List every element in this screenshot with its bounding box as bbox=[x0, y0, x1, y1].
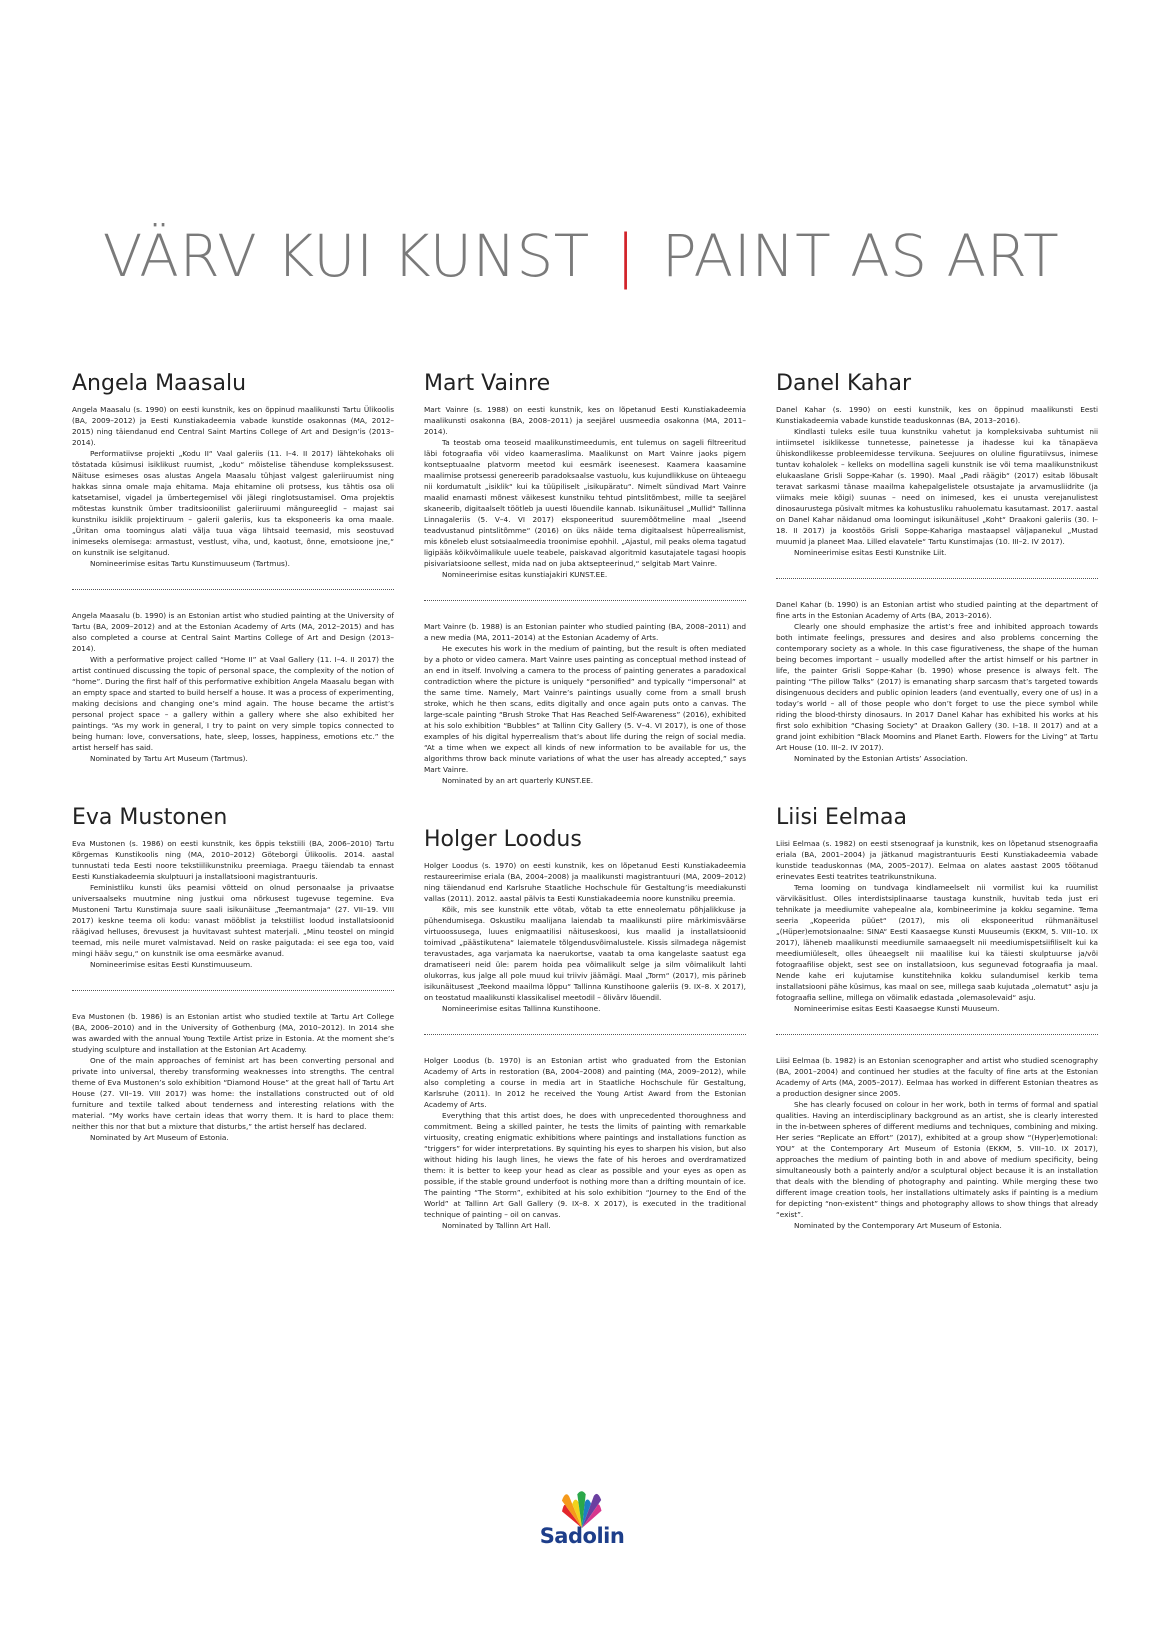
dotted-divider bbox=[72, 990, 394, 991]
bio-paragraph: Holger Loodus (b. 1970) is an Estonian artist who graduated from the Estonian Academy of Arts in restoration (BA, 2004–2008) and painting (MA, 2009–2012), while also completing a course in media art in Staatliche Hochschule für Gestaltung, Karlsruhe (2011). In 2012 he received the Young Artist Award from the Estonian Academy of Arts. bbox=[424, 1056, 746, 1110]
bio-paragraph: With a performative project called “Home II” at Vaal Gallery (11. I–4. II 2017) the artist continued discussing the topic of personal space, the complexity of the notion of “home”. During the first half of this performative exhibition Angela Maasalu began with an empty space and started to build herself a house. It was a process of experimenting, making decisions and changing one’s mind again. The house became the artist’s personal project space – a gallery within a gallery where she also exhibited her paintings. “As my work in general, I try to paint on very simple topics connected to being human: love, conversations, hate, sleep, losses, happiness, emotions etc.” the artist herself has said. bbox=[72, 655, 394, 753]
title-english: PAINT AS ART bbox=[661, 222, 1060, 290]
logo-wordmark: Sadolin bbox=[539, 1524, 625, 1548]
bio-paragraph: Ta teostab oma teoseid maalikunstimeedumis, ent tulemus on sageli filtreeritud läbi fotograafia või video kaameraslima. Maalikunst on Mart Vainre jaoks pigem kontseptuaalne platvorm meetod kui eesmärk iseenesest. Kaamera kaasamine maalimise protsessi genereerib paradoksaalse vastuolu, kus kujundlikkuse on ühteaegu nii kordumatult „isiklik“ kui ka tüüpiliselt „isikupäratu“. Nimelt sündivad Mart Vainre maalid enamasti mõnest väikesest kunstniku tehtud pintslitõmbest, mille ta seejärel skaneerib, digitaalselt töötleb ja uuesti lõuendile kannab. Isikunäitusel „Mullid“ Tallinna Linnagaleriis (5. V–4. VI 2017) eksponeeritud suuremõõtmeline maal „Iseend teadvustanud pintslitõmme“ (2016) on üks näide tema digitaalsest hüperrealismist, mis kõneleb elust sotsiaalmeedia troonimise epohhil. „Ajastul, mil peaks olema tagatud ligipääs kõikvõimalikule uuele teabele, paiskavad algoritmid kasutajatele tagasi hoopis pisivariatsioone sellest, mida nad on juba aktsepteerinud,“ selgitab Mart Vainre. bbox=[424, 438, 746, 569]
nomination-note: Nominated by an art quarterly KUNST.EE. bbox=[442, 776, 594, 786]
bio-english bbox=[776, 599, 1098, 764]
artist-holger-loodus bbox=[424, 828, 746, 1231]
bio-paragraph: Mart Vainre (s. 1988) on eesti kunstnik, kes on lõpetanud Eesti Kunstiakadeemia maalikunsti osakonna (BA, 2008–2011) ja seejärel uusmeedia osakonna (MA, 2011–2014). bbox=[424, 405, 746, 437]
artist-name: Angela Maasalu bbox=[72, 371, 247, 396]
bio-english bbox=[72, 1011, 394, 1143]
bio-paragraph: Feministliku kunsti üks peamisi võtteid on olnud personaalse ja privaatse universaalseks muutmine ning justkui oma nõrkusest tugevuse tegemine. Eva Mustoneni Tartu Kunstimaja suure saali isikunäituse „Teemantmaja“ (27. VII–19. VIII 2017) keskne teema oli kodu: vanast mööblist ja tekstiilist loodud installatsioonid räägivad helluses, õrevusest ja huvitavast suhtest materjali. „Minu teostel on mingid teemad, mis neile muret valmistavad. Neid on raske paigutada: ei see ega too, vaid mingi hääv segu,“ on kunstnik ise oma eesmärke avanud. bbox=[72, 883, 394, 959]
nomination-note: Nominated by the Estonian Artists’ Association. bbox=[794, 754, 968, 764]
nomination-note: Nomineerimise esitas Tallinna Kunstihoone. bbox=[442, 1004, 601, 1014]
bio-paragraph: One of the main approaches of feminist art has been converting personal and private into universal, thereby transforming weaknesses into strengths. The central theme of Eva Mustonen’s solo exhibition “Diamond House” at the great hall of Tartu Art House (27. VII–19. VIII 2017) was home: the installations constructed out of old furniture and textile talked about tenderness and interesting relations with the material. “My works have certain ideas that worry them. It is hard to place them: neither this nor that but a mixture that disturbs,” the artist herself has declared. bbox=[72, 1056, 394, 1132]
bio-paragraph: Holger Loodus (s. 1970) on eesti kunstnik, kes on lõpetanud Eesti Kunstiakadeemia restaureerimise eriala (BA, 2004–2008) ja maalikunsti magistrantuuri (MA, 2009–2012) ning täiendanud end Karlsruhe Staatliche Hochschule für Gestaltung’is meediakunsti vallas (2011). 2012. aastal pälvis ta Eesti Kunstiakadeemia noore kunstniku preemia. bbox=[424, 861, 746, 904]
dotted-divider bbox=[424, 1034, 746, 1035]
nomination-note: Nomineerimise esitas Tartu Kunstimuuseum (Tartmus). bbox=[90, 559, 290, 569]
artist-liisi-eelmaa bbox=[776, 806, 1098, 1231]
bio-paragraph: Eva Mustonen (b. 1986) is an Estonian artist who studied textile at Tartu Art College (BA, 2006–2010) and in the University of Gothenburg (MA, 2010–2012). In 2014 she was awarded with the annual Young Textile Artist prize in Estonia. At the moment she’s studying sculpture and installation at the Estonian Art Academy. bbox=[72, 1012, 394, 1055]
bio-estonian bbox=[424, 860, 746, 1014]
bio-estonian bbox=[776, 404, 1098, 558]
nomination-note: Nominated by the Contemporary Art Museum of Estonia. bbox=[794, 1221, 1002, 1231]
bio-english bbox=[424, 1055, 746, 1231]
sadolin-logo bbox=[532, 1488, 632, 1554]
bio-paragraph: Eva Mustonen (s. 1986) on eesti kunstnik, kes õppis tekstiili (BA, 2006–2010) Tartu Kõrgemas Kunstikoolis ning (MA, 2010–2012) Göteborgi Ülikoolis. 2014. aastal tunnustati teda Eesti noore tekstiilikunstniku preemiaga. Praegu täiendab ta ennast Eesti Kunstiakadeemia skulptuuri ja installatsiooni magistrantuuris. bbox=[72, 839, 394, 882]
bio-paragraph: He executes his work in the medium of painting, but the result is often mediated by a photo or video camera. Mart Vainre uses painting as conceptual method instead of an end in itself. Involving a camera to the process of painting generates a paradoxical contradiction where the picture is uniquely “personified” and typically “impersonal” at the same time. Namely, Mart Vainre’s paintings usually come from a small brush stroke, which he then scans, edits digitally and once again puts onto a canvas. The large-scale painting “Brush Stroke That Has Reached Self-Awareness” (2016), exhibited at his solo exhibition “Bubbles” at Tallinn City Gallery (5. V–4. VI 2017), is one of those examples of his digital hyperrealism that’s about life during the reign of social media. “At a time when we expect all kinds of new information to be available for us, the algorithms throw back minute variations of what the user has already accepted,” says Mart Vainre. bbox=[424, 644, 746, 775]
dotted-divider bbox=[424, 600, 746, 601]
bio-paragraph: Clearly one should emphasize the artist’s free and inhibited approach towards both intimate feelings, pressures and desires and also problems concerning the contemporary society as a whole. In this case figurativeness, the shape of the human being becomes important – usually modelled after the artist himself or his partner in life, the painter Grisli Soppe-Kahar (b. 1990) whose presence is always felt. The painting “The pillow Talks” (2017) is emanating sharp sarcasm that’s targeted towards disingenuous deciders and public opinion leaders (and eventually, every one of us) in a today’s world – all of those people who don’t forget to use the piece symbol while riding the blood-thirsty dinosaurs. In 2017 Danel Kahar has exhibited his works at his first solo exhibition “Chasing Society” at Draakon Gallery (30. I–18. II 2017) and at a grand joint exhibition “Black Moomins and Planet Earth. Flowers for the Living” at Tartu Art House (10. III–2. IV 2017). bbox=[776, 622, 1098, 753]
title-estonian: VÄRV KUI KUNST bbox=[102, 222, 590, 290]
bio-english bbox=[72, 610, 394, 764]
dotted-divider bbox=[776, 578, 1098, 579]
nomination-note: Nomineerimise esitas Eesti Kunstimuuseum. bbox=[90, 960, 253, 970]
column-middle bbox=[424, 372, 746, 1249]
artist-eva-mustonen bbox=[72, 806, 394, 1143]
paint-splash-icon bbox=[532, 1488, 632, 1528]
dotted-divider bbox=[72, 589, 394, 590]
bio-paragraph: Performatiivse projekti „Kodu II“ Vaal galeriis (11. I–4. II 2017) lähtekohaks oli tõstatada küsimusi isiklikust ruumist, „kodu“ mõistelise tähenduse komplekssusest. Näituse esimeses osas alustas Angela Maasalu tühjast valgest galeriiruumist ning hakkas sinna omale maja ehitama. Maja ehitamine oli protsess, kus tähtis osa oli katsetamisel, vigadel ja ümbertegemisel või jälegi ringlotsustamisel. Oma projektis mõtestas kunstnik ümber traditsioonilist galeriiruumi mängureeglid – majast sai kunstniku isiklik projektiruum – galerii galeriis, kus ta eksponeeris ka oma maale. „Üritan oma toomingus alati välja tuua väga lihtsaid teemasid, mis seostuvad inimeseks olemisega: armastust, vestlust, viha, und, kaotust, õnne, emotsioone jne,“ on kunstnik ise selgitanud. bbox=[72, 449, 394, 558]
bio-paragraph: Liisi Eelmaa (s. 1982) on eesti stsenograaf ja kunstnik, kes on lõpetanud stsenograafia eriala (BA, 2001–2004) ja jätkanud magistrantuuris Eesti Kunstiakadeemia vabade kunstide teaduskonnas (MA, 2005–2017). Eelmaa on alates aastast 2005 töötanud erinevates Eesti teatrites teatrikunstnikuna. bbox=[776, 839, 1098, 882]
artist-name: Liisi Eelmaa bbox=[776, 805, 907, 831]
bio-paragraph: Mart Vainre (b. 1988) is an Estonian painter who studied painting (BA, 2008–2011) and a new media (MA, 2011–2014) at the Estonian Academy of Arts. bbox=[424, 622, 746, 643]
artist-name: Eva Mustonen bbox=[72, 805, 228, 831]
bio-paragraph: Tema looming on tundvaga kindlameelselt nii vormilist kui ka ruumilist värvikäsitlust. Olles interdistsiplinaarse taustaga kunstnik, huvitab teda just eri tehnikate ja meediumite vahepealne ala, kombineerimine ja kokku segamine. Tema seeria „Kopeerida püüet“ (2017), mis oli eksponeeritud rühmanäitusel „(Hüper)emotsionaalne: SINA“ Eesti Kaasaegse Kunsti Muuseumis (EKKM, 5. VIII–10. IX 2017), läheneb maalikunsti meediumile samaaegselt nii meediumispetsiifiliselt kui ka meediumiüleselt, olles üheaegselt nii maalilise kui ka täiesti skulptuurse ja/või fotograafilise objekt, sest see on installatsioon, kus segunevad fotograafia ja maal. Nende kahe eri kujutamise kunstitehnika kokku sulandumisel kerkib tema installatsiooni pähe küsimus, kas maal on see, millega saab kujutada „olematut“ asju ja fotograafia selline, millega on võimalik edastada „olemasolevaid“ asju. bbox=[776, 883, 1098, 1003]
column-right bbox=[776, 372, 1098, 1249]
nomination-note: Nomineerimise esitas Eesti Kunstnike Liit. bbox=[794, 548, 947, 558]
artist-name: Danel Kahar bbox=[776, 371, 911, 396]
nomination-note: Nomineerimise esitas kunstiajakiri KUNST.EE. bbox=[442, 570, 608, 580]
bio-paragraph: Everything that this artist does, he does with unprecedented thoroughness and commitment. Being a skilled painter, he tests the limits of painting with remarkable virtuosity, creating enigmatic exhibitions where paintings and installations function as “triggers” for wider interpretations. By squinting his eyes to sharpen his vision, but also without hiding his laugh lines, he views the fate of his heroes and overdramatized them: it is better to keep your head as clear as possible and your eyes as open as possible, if the stable ground underfoot is nothing more than a drifting mountain of ice. The painting “The Storm”, exhibited at his solo exhibition “Journey to the End of the World” at Tallinn Art Gall Gallery (9. IX–8. X 2017), is executed in the traditional technique of painting – oil on canvas. bbox=[424, 1111, 746, 1220]
bio-english bbox=[424, 621, 746, 786]
bio-paragraph: She has clearly focused on colour in her work, both in terms of formal and spatial qualities. Having an interdisciplinary background as an artist, she is clearly interested in the in-between spheres of different mediums and techniques, combining and mixing. Her series “Replicate an Effort” (2017), exhibited at a group show “(Hyper)emotional: YOU” at the Contemporary Art Museum of Estonia (EKKM, 5. VIII–10. IX 2017), approaches the medium of painting both in and above of medium specificity, being simultaneously both a painterly and/or a sculptural object because it is an installation that deals with the blending of photography and painting. While merging these two different image creation tools, her installations ultimately asks if painting is a medium for depicting “non-existent” things and photography allows to show things that already “exist”. bbox=[776, 1100, 1098, 1220]
bio-paragraph: Angela Maasalu (b. 1990) is an Estonian artist who studied painting at the University of Tartu (BA, 2009–2012) and at the Estonian Academy of Arts (MA, 2012–2015) and has also completed a course at Central Saint Martins College of Art and Design (2013–2014). bbox=[72, 611, 394, 654]
artist-name: Holger Loodus bbox=[424, 827, 582, 853]
bio-paragraph: Angela Maasalu (s. 1990) on eesti kunstnik, kes on õppinud maalikunsti Tartu Ülikoolis (BA, 2009–2012) ja Eesti Kunstiakadeemia vabade kunstide osakonnas (MA, 2012–2015) ning täiendanud end Central Saint Martins College of Art and Design’is (2013–2014). bbox=[72, 405, 394, 448]
bio-paragraph: Liisi Eelmaa (b. 1982) is an Estonian scenographer and artist who studied scenography (BA, 2001–2004) and continued her studies at the faculty of fine arts at the Estonian Academy of Arts (MA, 2005–2017). Eelmaa has worked in different Estonian theatres as a production designer since 2005. bbox=[776, 1056, 1098, 1099]
bio-paragraph: Danel Kahar (b. 1990) is an Estonian artist who studied painting at the department of fine arts in the Estonian Academy of Arts (BA, 2013–2016). bbox=[776, 600, 1098, 621]
nomination-note: Nominated by Tallinn Art Hall. bbox=[442, 1221, 551, 1231]
bio-estonian bbox=[424, 404, 746, 580]
nomination-note: Nomineerimise esitas Eesti Kaasaegse Kunsti Muuseum. bbox=[794, 1004, 1000, 1014]
artist-mart-vainre bbox=[424, 372, 746, 786]
artist-danel-kahar bbox=[776, 372, 1098, 764]
artist-angela-maasalu bbox=[72, 372, 394, 764]
bio-paragraph: Kõik, mis see kunstnik ette võtab, võtab ta ette enneolematu põhjalikkuse ja pühendumisega. Oskustiku maalijana laiendab ta maalikunsti piire märkimisväärse virtuoossusega, luues enigmaatilisi näituseskoosi, kus maalid ja installatsioonid toimivad „päästikutena“ laiematele tõlgendusvõimalustele. Kissis silmadega nägemist teravustades, aga varjamata ka naerukortse, vaatab ta oma kangelaste saatust ega dramatiseeri neid üle: parem hoida pea võimalikult selge ja silm võimalikult lahti olukorras, kus jalge all pole muud kui triiviv jäämägi. Maal „Torm“ (2017), mis pärineb isikunäitusest „Teekond maailma lõppu“ Tallinna Kunstihoone galeriis (9. IX–8. X 2017), on teostatud maalikunsti klassikalisel meetodil – õlivärv lõuendil. bbox=[424, 905, 746, 1003]
bio-estonian bbox=[72, 404, 394, 569]
dotted-divider bbox=[776, 1034, 1098, 1035]
bio-paragraph: Kindlasti tuleks esile tuua kunstniku vahetut ja kompleksivaba suhtumist nii intiimsetel isiklikesse tunnetesse, painetesse ja ihadesse kui ka tänapäeva ühiskondlikesse probleemidesse tervikuna. Seejuures on oluline figuratiivsus, inimese tuntav kohalolek – kelleks on modellina sageli kunstnik ise või tema maalikunstnikust elukaaslane Grisli Soppe-Kahar (s. 1990). Maal „Padi räägib“ (2017) esitab lõbusalt teravat sarkasmi tänase maailma kahepalgelistele otsustajate ja arvamusliidrite (ja viimaks meie kõigi) suunas – need on inimesed, kes ei unusta verejanulistest dinosaurustega püsivalt mitmes ka kohustusliku rahuolematu kasutamast. 2017. aastal on Danel Kahar näidanud oma loomingut isikunäitusel „Koht“ Draakoni galeriis (30. I–18. II 2017) ja koostöös Grisli Soppe-Kahariga mastaapsel väljapanekul „Mustad muumid ja planeet Maa. Lilled elavatele“ Tartu Kunstimajas (10. III–2. IV 2017). bbox=[776, 427, 1098, 547]
column-left bbox=[72, 372, 394, 1161]
nomination-note: Nominated by Art Museum of Estonia. bbox=[90, 1133, 229, 1143]
bio-estonian bbox=[72, 838, 394, 970]
nomination-note: Nominated by Tartu Art Museum (Tartmus). bbox=[90, 754, 248, 764]
page-title bbox=[0, 222, 1162, 290]
title-separator: | bbox=[615, 222, 636, 290]
bio-english bbox=[776, 1055, 1098, 1231]
artist-name: Mart Vainre bbox=[424, 371, 551, 396]
bio-estonian bbox=[776, 838, 1098, 1014]
bio-paragraph: Danel Kahar (s. 1990) on eesti kunstnik, kes on õppinud maalikunsti Eesti Kunstiakadeemia vabade kunstide teaduskonnas (BA, 2013–2016). bbox=[776, 405, 1098, 426]
